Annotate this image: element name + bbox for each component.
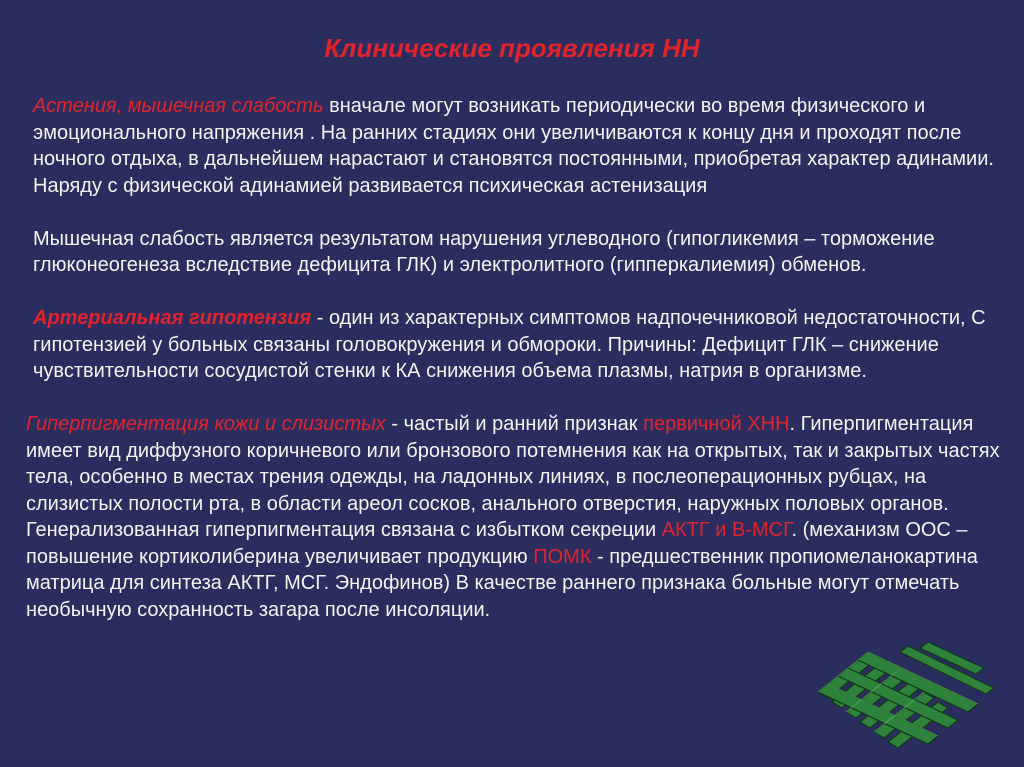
asthenia-text: вначале могут возникать периодически во время физического и эмоционального напряжения . На ранних стадиях они увеличиваются к концу дня и проходят после ночного отдыха, в дальнейшем нарастают и становятся постоянными, приобретая характер адинамии. Наряду с физической адинамией развивается психическая астенизация: [33, 95, 994, 197]
paragraph-hypotension: [26, 305, 1001, 385]
hyperpigmentation-text-a: - частый и ранний признак: [385, 413, 644, 435]
paragraph-asthenia: [26, 93, 1001, 199]
paragraph-hyperpigmentation: [26, 411, 1001, 623]
hyperpigmentation-text-c: . (механизм ООС – повышение кортиколиберина увеличивает продукцию: [26, 519, 968, 568]
green-lattice-icon: [808, 632, 998, 752]
slide-title: Клинические проявления НН: [324, 33, 700, 63]
hyperpigmentation-text-b: . Гиперпигментация имеет вид диффузного коричневого или бронзового потемнения как на открытых, так и закрытых частях тела, особенно в местах трения одежды, на ладонных линиях, в послеоперационных рубцах, на слизистых полости рта, в области ареол сосков, анального отверстия, наружных половых органов. Генерализованная гиперпигментация связана с избытком секреции: [26, 413, 1000, 541]
slide-body: [26, 93, 1001, 623]
term-actg-msg: АКТГ и В-МСГ: [661, 519, 792, 541]
paragraph-muscle-weakness: [26, 226, 1001, 279]
term-hypotension: Артериальная гипотензия: [33, 307, 312, 329]
term-pomc: ПОМК: [533, 545, 592, 568]
term-hyperpigmentation: Гиперпигментация кожи и слизистых: [26, 413, 386, 435]
term-asthenia: Астения, мышечная слабость: [33, 95, 324, 117]
term-primary-hnn: первичной ХНН: [643, 413, 790, 435]
muscle-weakness-text: Мышечная слабость является результатом нарушения углеводного (гипогликемия – торможение глюконеогенеза вследствие дефицита ГЛК) и электролитного (гипперкалиемия) обменов.: [33, 227, 935, 276]
hypotension-text: - один из характерных симптомов надпочечниковой недостаточности, С гипотензией у больных связаны головокружения и обмороки. Причины: Дефицит ГЛК – снижение чувствительности сосудистой стенки к КА снижения объема плазмы, натрия в организме.: [33, 307, 986, 382]
hyperpigmentation-text-d: - предшественник пропиомеланокартина матрица для синтеза АКТГ, МСГ. Эндофинов) В качестве раннего признака больные могут отмечать необычную сохранность загара после инсоляции.: [26, 545, 978, 621]
